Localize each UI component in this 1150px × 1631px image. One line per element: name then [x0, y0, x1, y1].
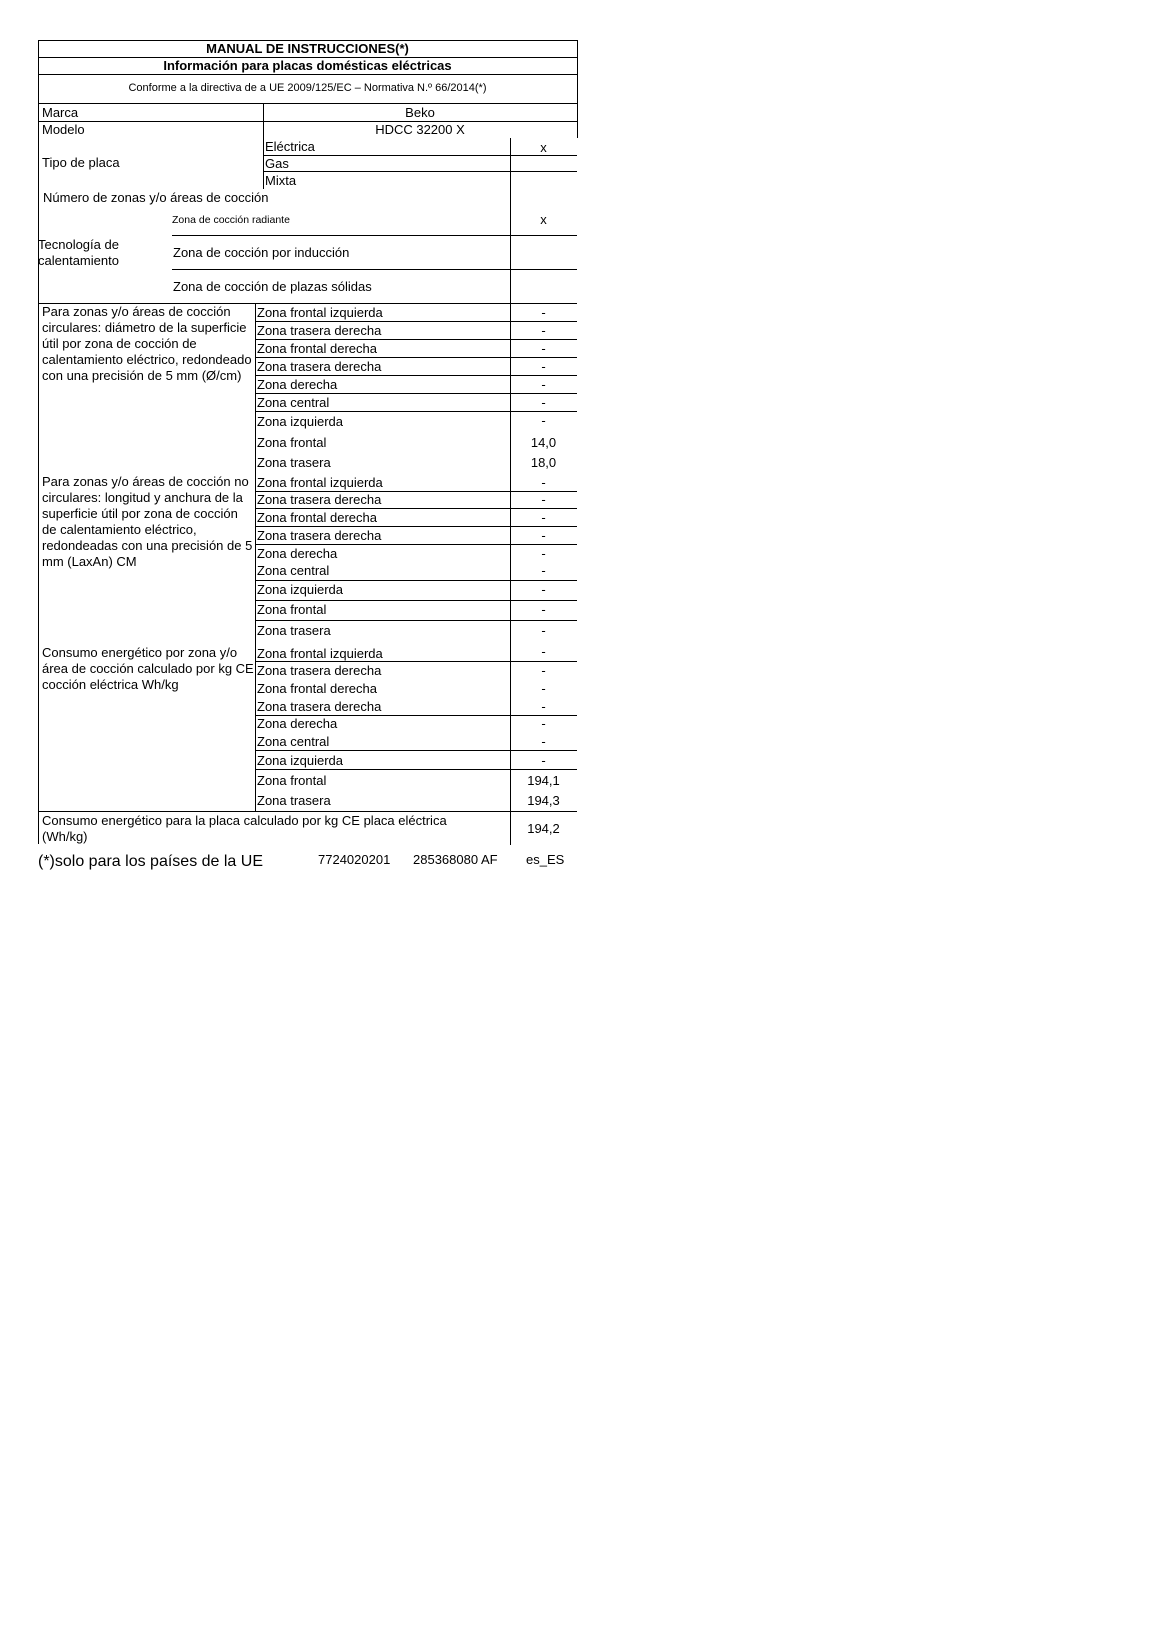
consumption-row-value: - [541, 734, 546, 749]
table-border-right [577, 40, 578, 138]
consumption-row-zone: Zona central [257, 734, 330, 749]
page-title: MANUAL DE INSTRUCCIONES(*) [206, 41, 409, 56]
consumption-row-zone: Zona frontal derecha [257, 681, 377, 696]
noncircular-section-label: Para zonas y/o áreas de cocción no circulares: longitud y anchura de la superficie útil por zona de cocción de calentamiento eléctrico, redondeadas con una precisión de 5 mm (LaxAn) CM [42, 474, 253, 569]
page-subtitle: Información para placas domésticas eléctricas [163, 58, 452, 73]
table-border-left [38, 40, 39, 844]
consumption-row-zone: Zona frontal izquierda [257, 646, 383, 661]
heating-tech-induction: Zona de cocción por inducción [173, 245, 350, 260]
noncircular-row-value: - [541, 528, 546, 543]
circular-row-zone: Zona trasera derecha [257, 359, 382, 374]
noncircular-row-value: - [541, 582, 546, 597]
circular-row-zone: Zona frontal [257, 435, 327, 450]
hob-type-gas: Gas [265, 156, 289, 171]
model-label: Modelo [42, 122, 85, 137]
circular-row-value: - [541, 413, 546, 428]
brand-label: Marca [42, 105, 79, 120]
heating-tech-solid: Zona de cocción de plazas sólidas [173, 279, 372, 294]
circular-row-value: 18,0 [530, 455, 557, 470]
footer-code-1: 7724020201 [318, 852, 391, 867]
noncircular-row-value: - [541, 546, 546, 561]
consumption-row-value: - [541, 753, 546, 768]
circular-row-value: - [541, 323, 546, 338]
noncircular-row-zone: Zona trasera derecha [257, 492, 382, 507]
noncircular-row-value: - [541, 475, 546, 490]
consumption-row-zone: Zona izquierda [257, 753, 343, 768]
circular-row-value: - [541, 305, 546, 320]
consumption-row-zone: Zona trasera derecha [257, 699, 382, 714]
noncircular-row-zone: Zona frontal izquierda [257, 475, 383, 490]
consumption-zone-section-label: Consumo energético por zona y/o área de cocción calculado por kg CE cocción eléctrica Wh/kg [42, 645, 254, 692]
circular-row-value: - [541, 395, 546, 410]
heating-tech-radiant: Zona de cocción radiante [172, 214, 290, 226]
consumption-row-value: 194,3 [527, 793, 560, 808]
consumption-row-value: - [541, 681, 546, 696]
noncircular-row-value: - [541, 510, 546, 525]
circular-row-value: - [541, 341, 546, 356]
consumption-row-zone: Zona trasera [257, 793, 331, 808]
noncircular-row-value: - [541, 563, 546, 578]
consumption-row-value: - [541, 716, 546, 731]
noncircular-row-zone: Zona central [257, 563, 330, 578]
noncircular-row-value: - [541, 492, 546, 507]
zones-count-label: Número de zonas y/o áreas de cocción [43, 190, 269, 205]
consumption-row-zone: Zona frontal [257, 773, 327, 788]
consumption-row-value: - [541, 663, 546, 678]
footer-code-2: 285368080 AF [413, 852, 498, 867]
consumption-row-value: - [541, 644, 546, 659]
circular-row-zone: Zona derecha [257, 377, 338, 392]
consumption-row-zone: Zona derecha [257, 716, 338, 731]
footer-locale: es_ES [526, 852, 565, 867]
consumption-row-zone: Zona trasera derecha [257, 663, 382, 678]
noncircular-row-zone: Zona trasera [257, 623, 331, 638]
circular-row-value: - [541, 359, 546, 374]
hob-type-electric: Eléctrica [265, 139, 315, 154]
noncircular-row-zone: Zona derecha [257, 546, 338, 561]
circular-row-zone: Zona central [257, 395, 330, 410]
circular-row-value: 14,0 [530, 435, 557, 450]
noncircular-row-zone: Zona trasera derecha [257, 528, 382, 543]
circular-row-zone: Zona frontal izquierda [257, 305, 383, 320]
circular-section-label: Para zonas y/o áreas de cocción circulares: diámetro de la superficie útil por zona de cocción de calentamiento eléctrico, redondeado con una precisión de 5 mm (Ø/cm) [42, 304, 252, 383]
directive-text: Conforme a la directiva de a UE 2009/125/EC – Normativa N.º 66/2014(*) [128, 82, 487, 94]
heating-tech-label: Tecnología de calentamiento [38, 237, 119, 268]
heating-tech-radiant-mark: x [540, 212, 547, 227]
hob-type-label: Tipo de placa [42, 155, 120, 170]
brand-value: Beko [405, 105, 435, 120]
noncircular-row-value: - [541, 602, 546, 617]
footer-note: (*)solo para los países de la UE [38, 853, 263, 870]
hob-type-electric-mark: x [540, 140, 547, 155]
circular-row-zone: Zona trasera derecha [257, 323, 382, 338]
consumption-row-value: - [541, 699, 546, 714]
noncircular-row-zone: Zona izquierda [257, 582, 343, 597]
hob-type-mixed: Mixta [265, 173, 297, 188]
circular-row-zone: Zona izquierda [257, 414, 343, 429]
consumption-total-value: 194,2 [527, 821, 560, 836]
circular-row-zone: Zona frontal derecha [257, 341, 377, 356]
noncircular-row-zone: Zona frontal derecha [257, 510, 377, 525]
noncircular-row-value: - [541, 623, 546, 638]
model-value: HDCC 32200 X [375, 122, 465, 137]
consumption-total-label: Consumo energético para la placa calculado por kg CE placa eléctrica (Wh/kg) [42, 813, 447, 844]
consumption-row-value: 194,1 [527, 773, 560, 788]
noncircular-row-zone: Zona frontal [257, 602, 327, 617]
circular-row-value: - [541, 377, 546, 392]
circular-row-zone: Zona trasera [257, 455, 331, 470]
